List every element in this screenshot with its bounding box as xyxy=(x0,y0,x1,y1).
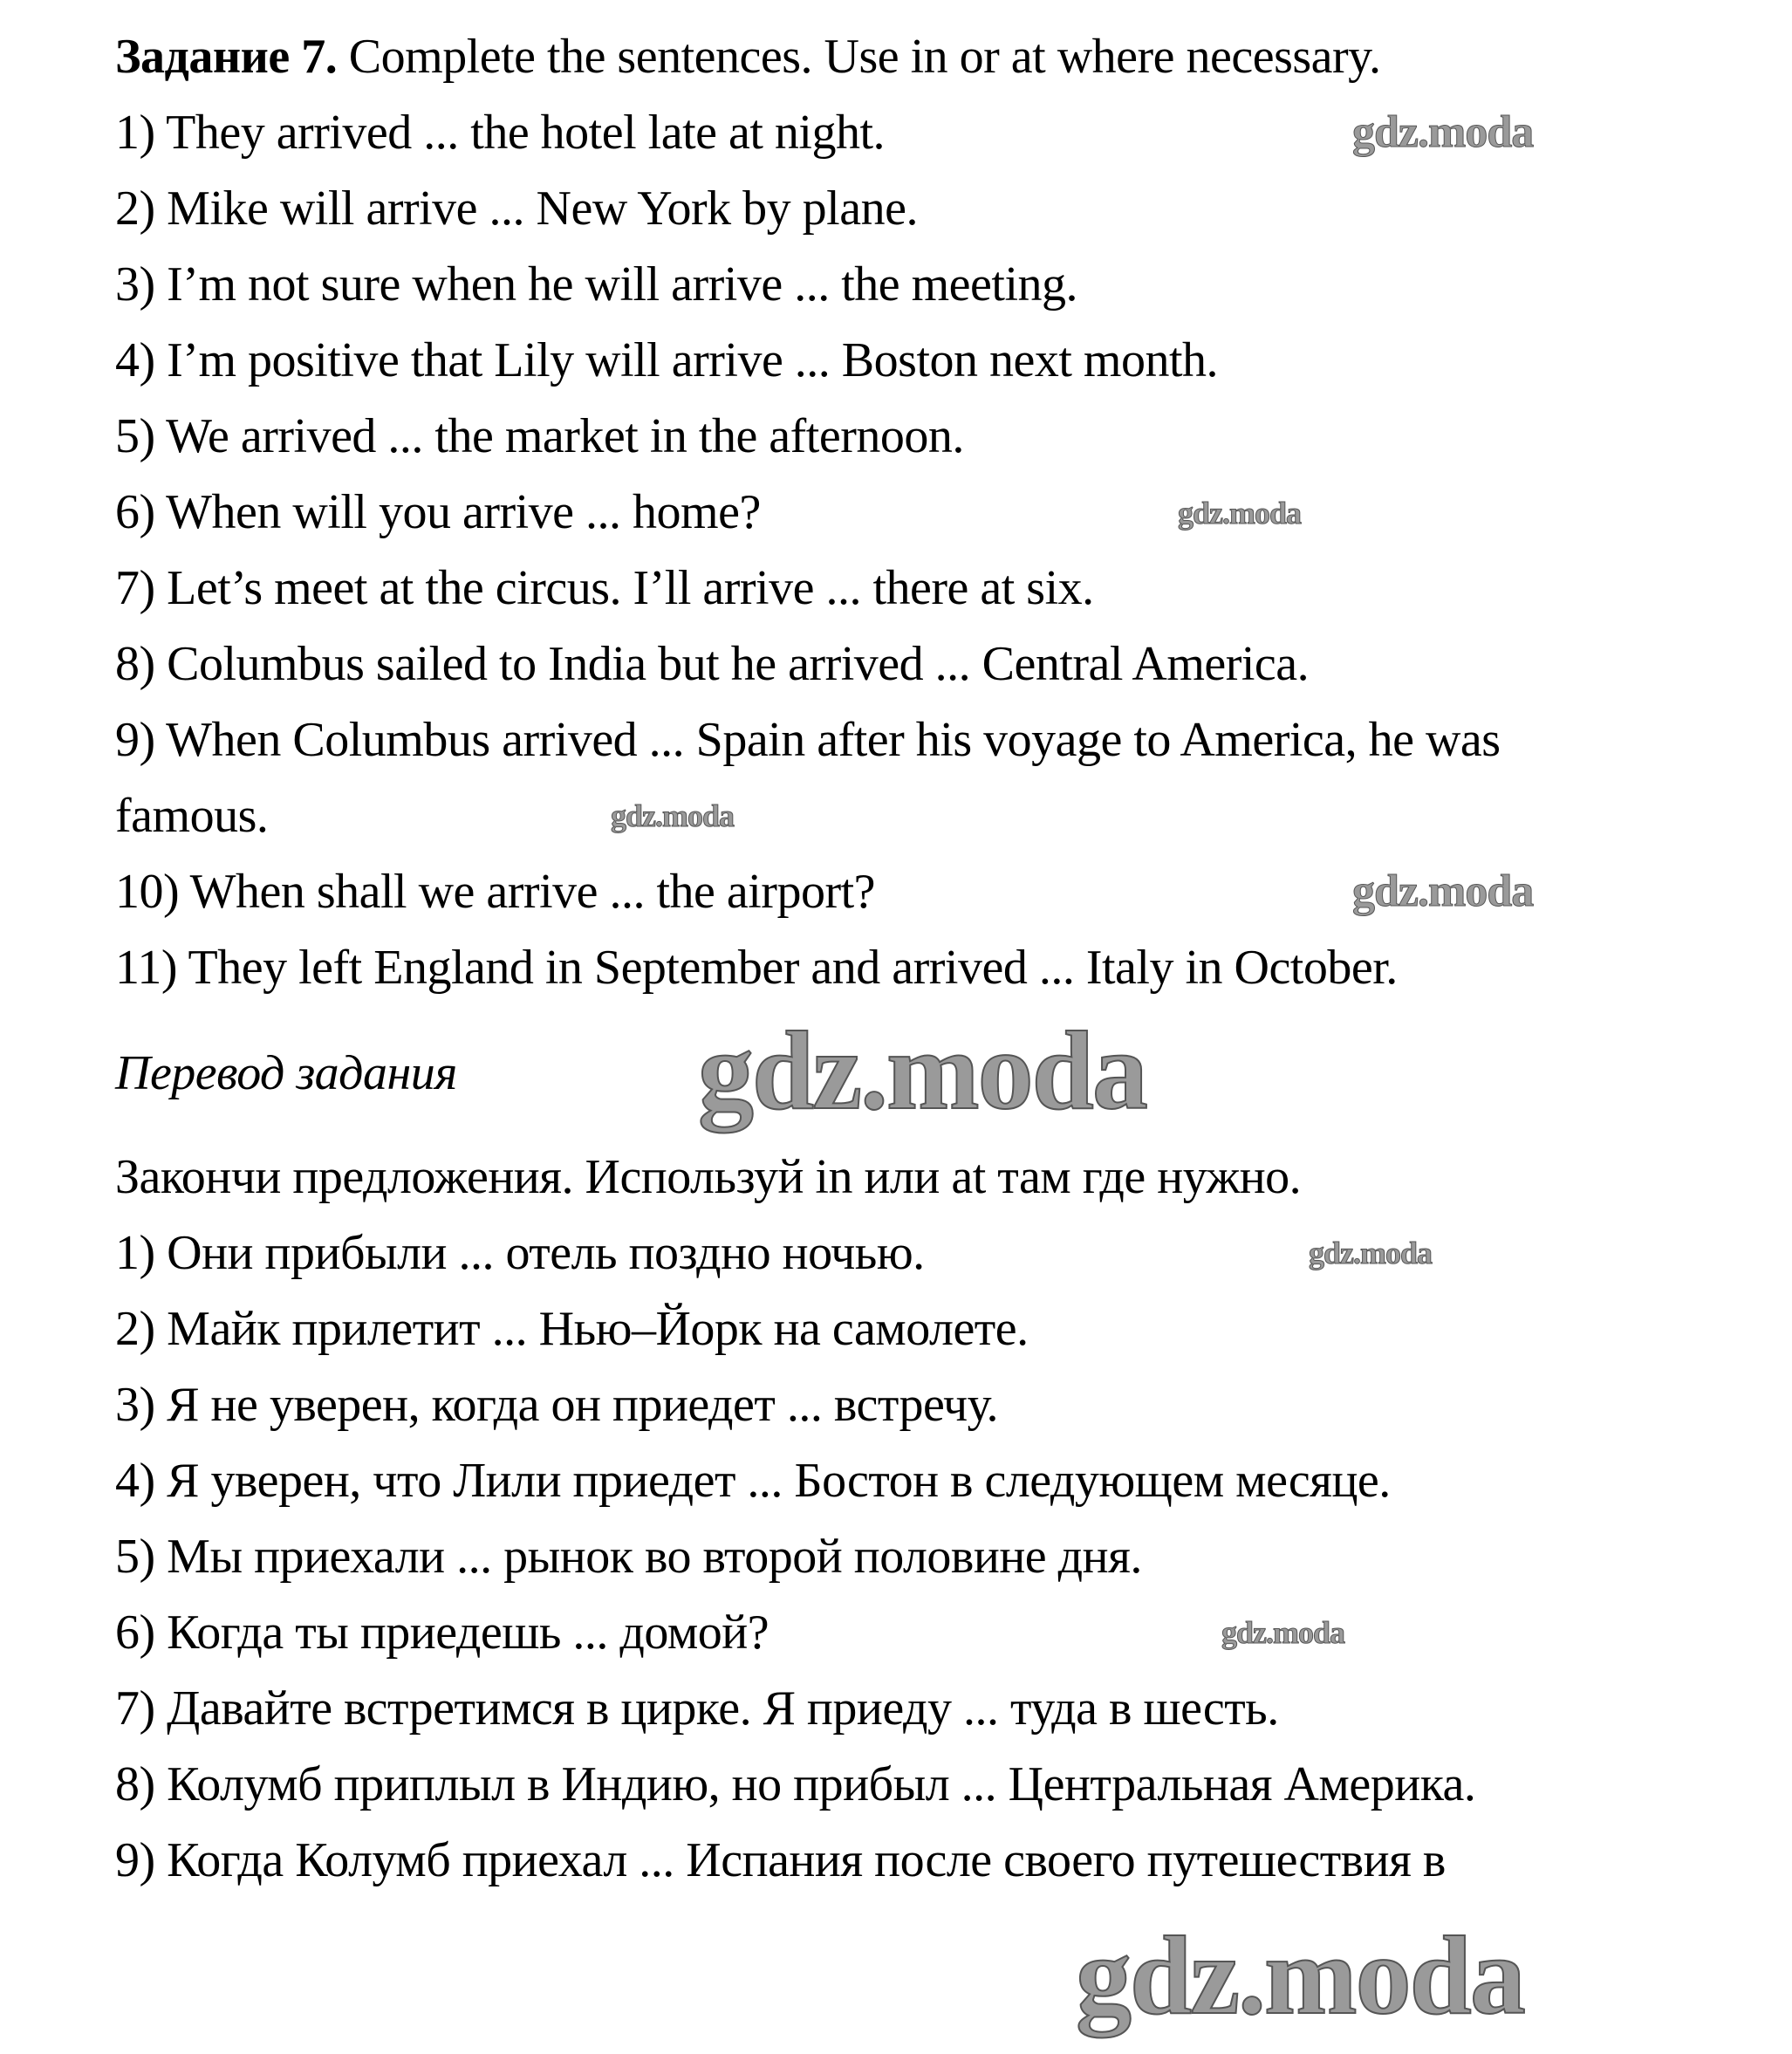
watermark: gdz.moda xyxy=(611,798,735,833)
sentence: 3) I’m not sure when he will arrive ... the meeting. xyxy=(115,257,1077,312)
translated-sentence: 7) Давайте встретимся в цирке. Я приеду ... туда в шесть. xyxy=(115,1681,1279,1736)
sentence: 9) When Columbus arrived ... Spain after his voyage to America, he was xyxy=(115,713,1501,767)
sentence: 10) When shall we arrive ... the airport? xyxy=(115,865,876,919)
watermark: gdz.moda xyxy=(1352,866,1534,916)
watermark: gdz.moda xyxy=(1352,107,1534,157)
sentence: 7) Let’s meet at the circus. I’ll arrive ... there at six. xyxy=(115,561,1094,615)
sentence: famous. xyxy=(115,789,269,843)
watermark: gdz.moda xyxy=(1178,496,1302,531)
translation-heading-block xyxy=(115,1036,457,1112)
watermark: gdz.moda xyxy=(698,1009,1146,1133)
translation-heading: Перевод задания xyxy=(115,1046,457,1100)
watermark: gdz.moda xyxy=(1076,1914,1524,2037)
translation-block xyxy=(115,1140,1475,1899)
watermark: gdz.moda xyxy=(1309,1236,1433,1270)
translated-sentence: 5) Мы приехали ... рынок во второй половине дня. xyxy=(115,1530,1142,1584)
translated-sentence: 6) Когда ты приедешь ... домой? xyxy=(115,1606,769,1660)
sentence: 11) They left England in September and arrived ... Italy in October. xyxy=(115,941,1398,995)
translated-sentence: 2) Майк прилетит ... Нью–Йорк на самолете. xyxy=(115,1302,1029,1356)
translated-sentence: 1) Они прибыли ... отель поздно ночью. xyxy=(115,1226,925,1280)
translated-sentence: 4) Я уверен, что Лили приедет ... Бостон в следующем месяце. xyxy=(115,1454,1391,1508)
task-label: Задание 7. xyxy=(115,30,338,84)
sentence: 6) When will you arrive ... home? xyxy=(115,485,761,539)
task-header xyxy=(115,19,1381,95)
translated-sentence: 9) Когда Колумб приехал ... Испания после своего путешествия в xyxy=(115,1833,1446,1887)
sentence: 4) I’m positive that Lily will arrive ... Boston next month. xyxy=(115,333,1219,387)
translated-sentence: 8) Колумб приплыл в Индию, но прибыл ... Центральная Америка. xyxy=(115,1757,1476,1811)
watermark: gdz.moda xyxy=(1221,1615,1345,1650)
sentence: 2) Mike will arrive ... New York by plane. xyxy=(115,181,918,236)
sentence: 5) We arrived ... the market in the afternoon. xyxy=(115,409,964,463)
sentence: 8) Columbus sailed to India but he arrived ... Central America. xyxy=(115,637,1310,691)
translated-sentence: 3) Я не уверен, когда он приедет ... встречу. xyxy=(115,1378,998,1432)
translation-instruction: Закончи предложения. Используй in или at там где нужно. xyxy=(115,1150,1302,1204)
task-instruction: Complete the sentences. Use in or at where necessary. xyxy=(348,30,1381,84)
sentence: 1) They arrived ... the hotel late at night. xyxy=(115,106,886,160)
